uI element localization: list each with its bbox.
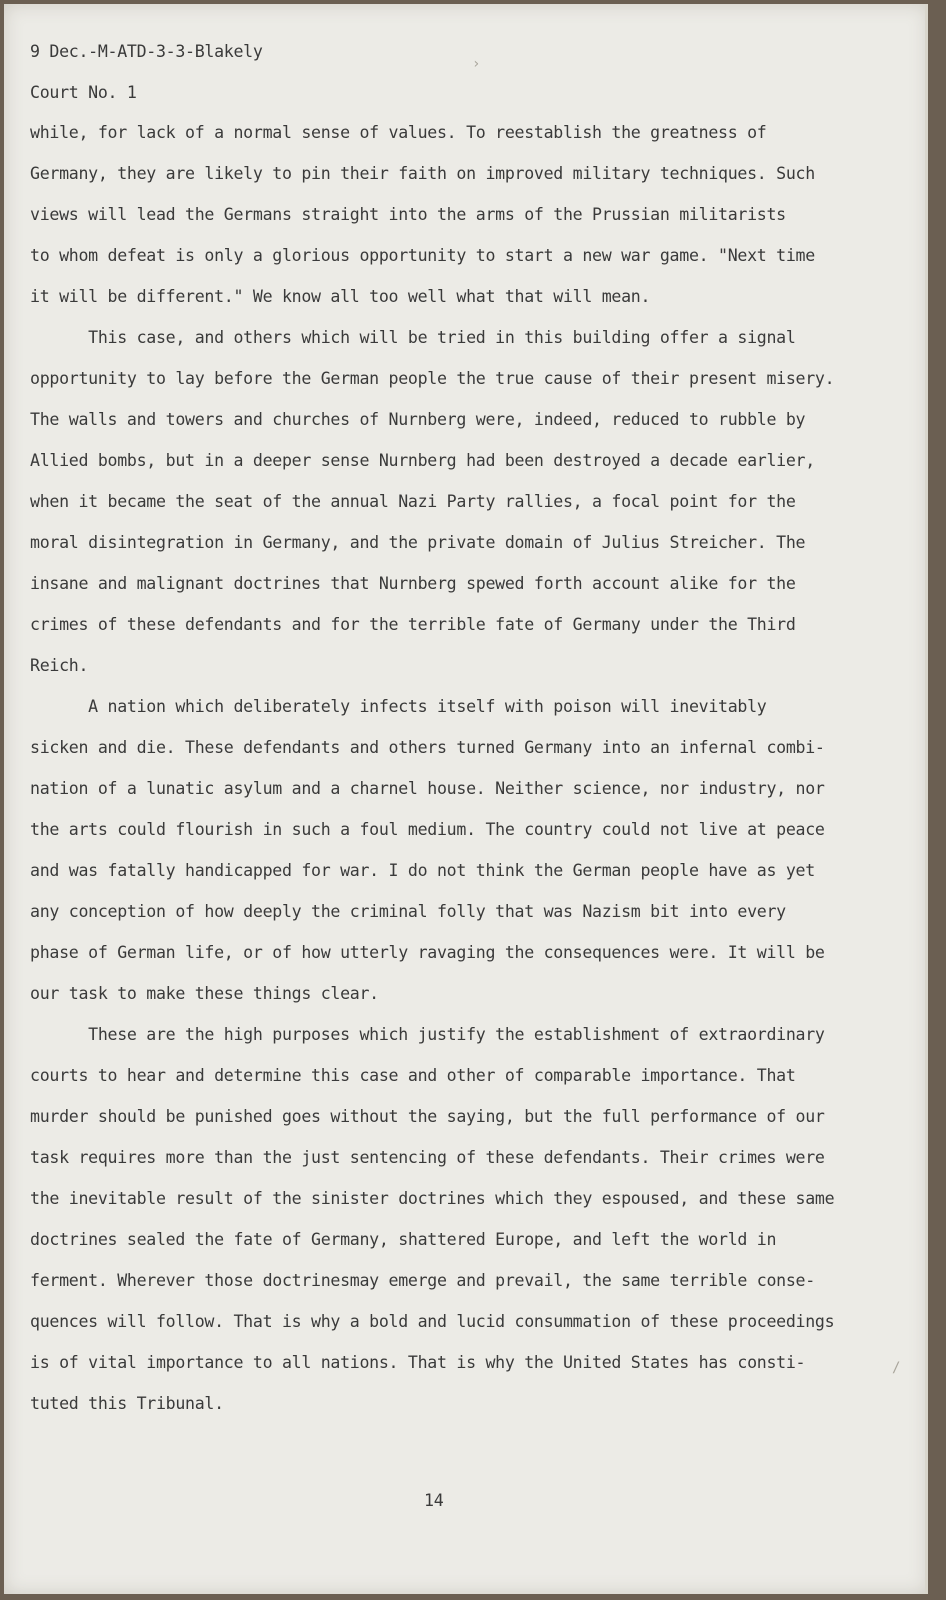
text-line: sicken and die. These defendants and others turned Germany into an infernal combi-: [30, 738, 825, 757]
text-line: This case, and others which will be tried in this building offer a signal: [30, 328, 796, 347]
text-line: Allied bombs, but in a deeper sense Nurnberg had been destroyed a decade earlier,: [30, 451, 815, 470]
text-line: nation of a lunatic asylum and a charnel house. Neither science, nor industry, nor: [30, 779, 825, 798]
text-line: our task to make these things clear.: [30, 984, 379, 1003]
text-line: insane and malignant doctrines that Nurnberg spewed forth account alike for the: [30, 574, 796, 593]
text-line: any conception of how deeply the criminal folly that was Nazism bit into every: [30, 902, 786, 921]
text-line: phase of German life, or of how utterly ravaging the consequences were. It will be: [30, 943, 825, 962]
header-court: Court No. 1: [30, 83, 137, 102]
text-line: when it became the seat of the annual Nazi Party rallies, a focal point for the: [30, 492, 796, 511]
body-text: [30, 122, 890, 1434]
text-line: Reich.: [30, 656, 89, 675]
text-line: These are the high purposes which justify the establishment of extraordinary: [30, 1025, 825, 1044]
text-line: is of vital importance to all nations. That is why the United States has consti-: [30, 1353, 806, 1372]
text-line: murder should be punished goes without the saying, but the full performance of our: [30, 1107, 825, 1126]
text-line: while, for lack of a normal sense of values. To reestablish the greatness of: [30, 123, 767, 142]
text-line: A nation which deliberately infects itself with poison will inevitably: [30, 697, 767, 716]
text-line: doctrines sealed the fate of Germany, shattered Europe, and left the world in: [30, 1230, 777, 1249]
text-line: The walls and towers and churches of Nurnberg were, indeed, reduced to rubble by: [30, 410, 806, 429]
text-line: task requires more than the just sentencing of these defendants. Their crimes were: [30, 1148, 825, 1167]
text-line: Germany, they are likely to pin their faith on improved military techniques. Such: [30, 164, 815, 183]
header-reference: 9 Dec.-M-ATD-3-3-Blakely: [30, 42, 263, 61]
text-line: tuted this Tribunal.: [30, 1394, 224, 1413]
page-number: 14: [424, 1491, 444, 1510]
text-line: it will be different." We know all too well what that will mean.: [30, 287, 651, 306]
page-edge: [925, 4, 928, 1594]
text-line: quences will follow. That is why a bold and lucid consummation of these proceedings: [30, 1312, 835, 1331]
text-line: moral disintegration in Germany, and the private domain of Julius Streicher. The: [30, 533, 806, 552]
text-line: the arts could flourish in such a foul medium. The country could not live at peace: [30, 820, 825, 839]
text-line: courts to hear and determine this case and other of comparable importance. That: [30, 1066, 796, 1085]
text-line: the inevitable result of the sinister doctrines which they espoused, and these same: [30, 1189, 835, 1208]
stray-mark: ›: [472, 56, 481, 72]
text-line: views will lead the Germans straight into the arms of the Prussian militarists: [30, 205, 786, 224]
document-page: [4, 4, 928, 1594]
text-line: opportunity to lay before the German people the true cause of their present misery.: [30, 369, 835, 388]
text-line: ferment. Wherever those doctrinesmay emerge and prevail, the same terrible conse-: [30, 1271, 815, 1290]
text-line: crimes of these defendants and for the terrible fate of Germany under the Third: [30, 615, 796, 634]
stray-mark: /: [892, 1360, 901, 1376]
text-line: and was fatally handicapped for war. I do not think the German people have as yet: [30, 861, 815, 880]
text-line: to whom defeat is only a glorious opportunity to start a new war game. "Next time: [30, 246, 815, 265]
